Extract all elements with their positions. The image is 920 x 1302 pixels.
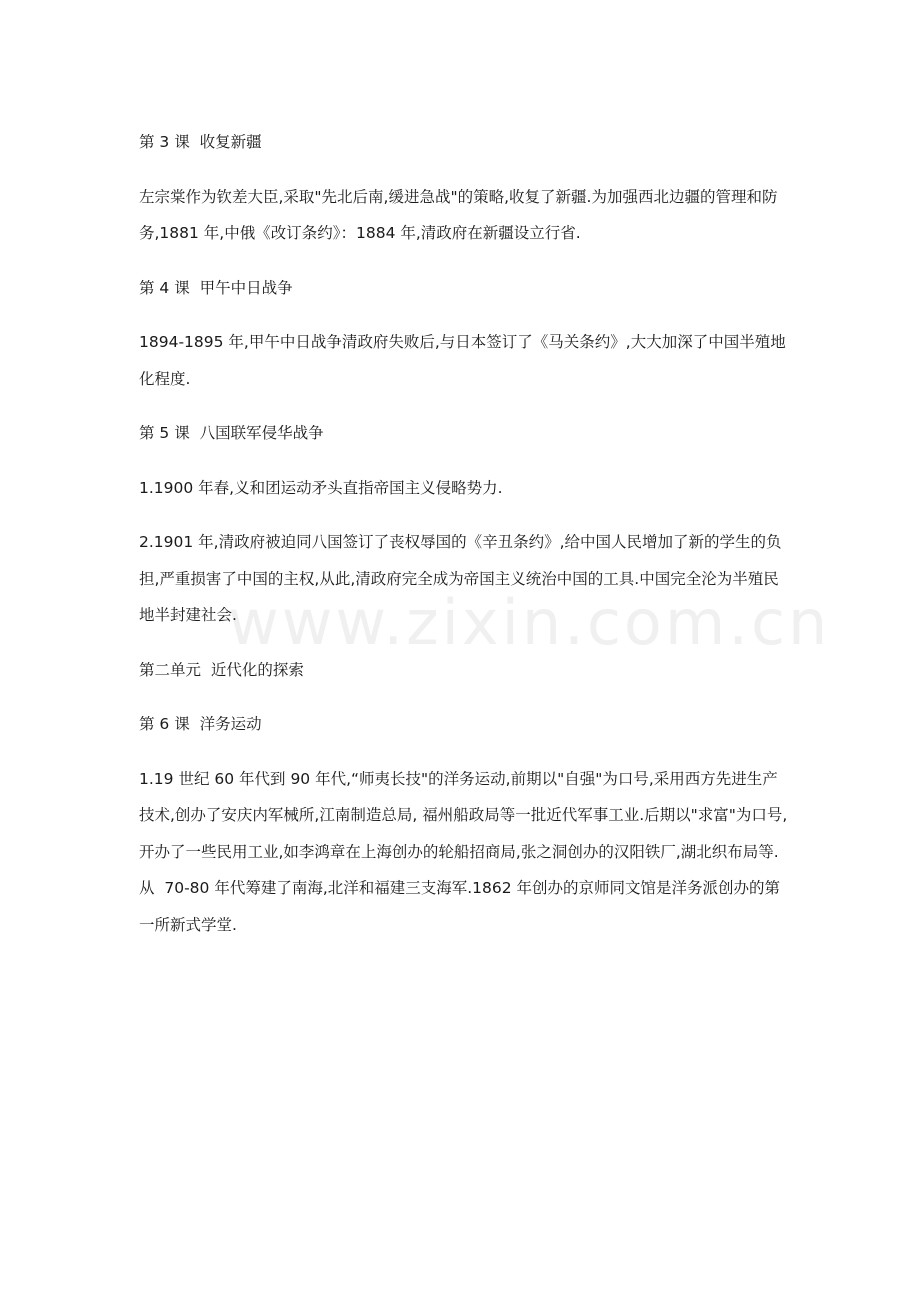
lesson-3-paragraph: 左宗棠作为钦差大臣,采取"先北后南,缓进急战"的策略,收复了新疆.为加强西北边疆的管理和防务,1881 年,中俄《改订条约》：1884 年,清政府在新疆设立行省. xyxy=(139,187,778,242)
unit-2-heading: 第二单元 近代化的探索 xyxy=(139,660,304,679)
lesson-5-paragraph-2: 2.1901 年,清政府被迫同八国签订了丧权辱国的《辛丑条约》,给中国人民增加了新的学生的负担,严重损害了中国的主权,从此,清政府完全成为帝国主义统治中国的工具.中国完全沦为半殖民地半封建社会. xyxy=(139,533,782,624)
document-body xyxy=(139,124,789,961)
lesson-4-heading: 第 4 课 甲午中日战争 xyxy=(139,278,293,297)
lesson-5-heading: 第 5 课 八国联军侵华战争 xyxy=(139,424,324,442)
lesson-5-paragraph-1: 1.1900 年春,义和团运动矛头直指帝国主义侵略势力. xyxy=(139,478,503,497)
lesson-6-paragraph: 1.19 世纪 60 年代到 90 年代,“师夷长技"的洋务运动,前期以"自强"为口号,采用西方先进生产技术,创办了安庆内军械所,江南制造总局, 福州船政局等一批近代军事工业.后期以"求富"为口号,开办了一些民用工业,如李鸿章在上海创办的轮船招商局,张之洞创办的汉阳铁厂,湖北织布局等.从 70-80 年代筹建了南海,北洋和福建三支海军.1862 年创办的京师同文馆是洋务派创办的第一所新式学堂. xyxy=(139,769,788,934)
lesson-4-paragraph: 1894-1895 年,甲午中日战争清政府失败后,与日本签订了《马关条约》,大大加深了中国半殖地化程度. xyxy=(139,333,786,388)
lesson-3-heading: 第 3 课 收复新疆 xyxy=(139,133,262,151)
watermark-text: www.zixin.com.cn xyxy=(228,586,831,659)
lesson-6-heading: 第 6 课 洋务运动 xyxy=(139,715,262,733)
